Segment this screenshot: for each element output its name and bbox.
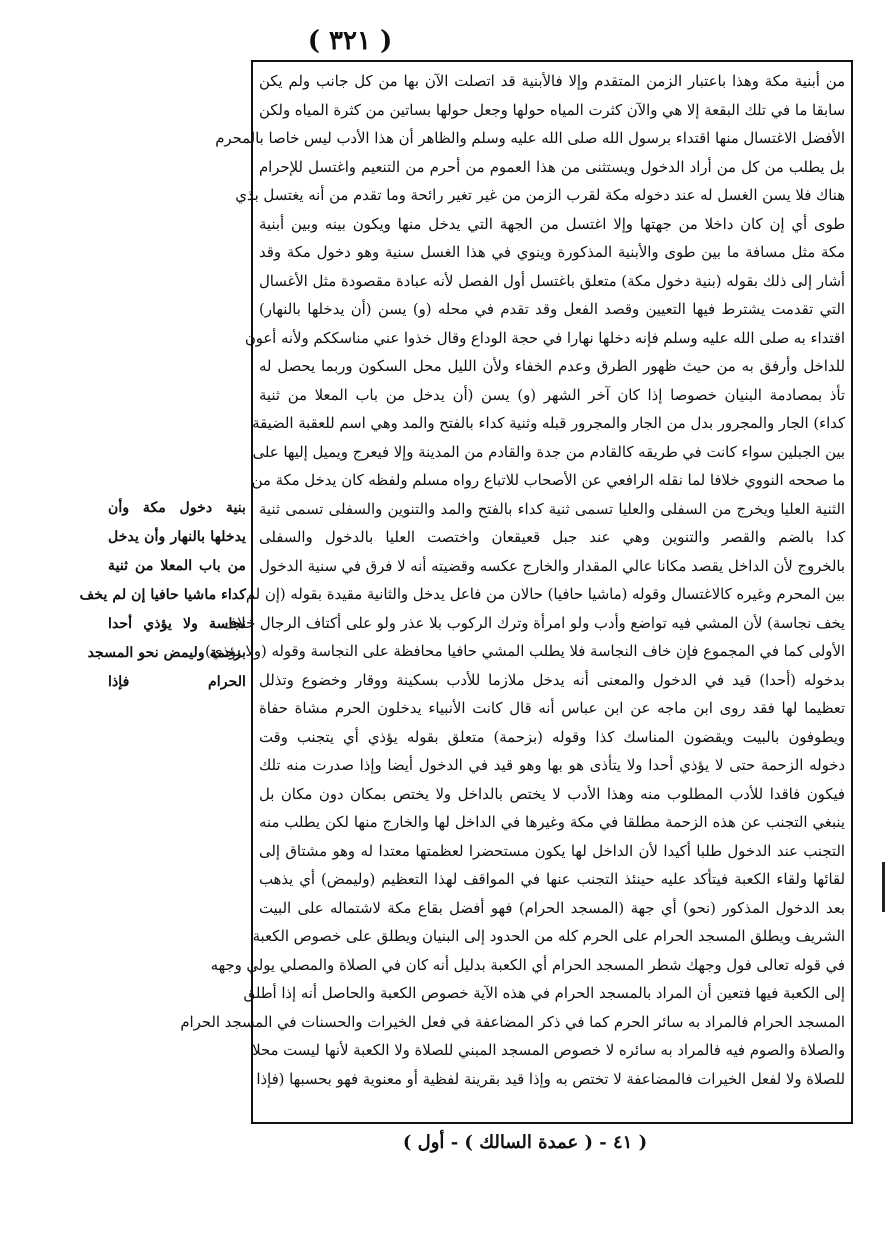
scan-edge-mark bbox=[882, 862, 885, 912]
commentary-line: من أبنية مكة وهذا باعتبار الزمن المتقدم وإلا فالأبنية قد اتصلت الآن بها من كل جانب ولم يكن bbox=[259, 73, 845, 90]
commentary-line: لقائها ولقاء الكعبة فيتأكد عليه حينئذ التجنب عنها في المواقف لهذا التعظيم (وليمض) أي يذهب bbox=[259, 871, 845, 888]
matn-margin-text bbox=[79, 494, 246, 697]
matn-line: كداء ماشيا حافيا إن لم يخف bbox=[79, 587, 246, 603]
commentary-line: كدا بالضم والقصر والتنوين وهي عند جبل قعيقعان واختصت العليا بالدخول والسفلى bbox=[259, 529, 845, 546]
commentary-line: طوى أي إن كان داخلا من جهتها وإلا اغتسل من الجهة التي يدخل منها ويكون بينه وبين أبنية bbox=[259, 215, 845, 233]
commentary-line: للصلاة ولا لفعل الخيرات فالمضاعفة لا تختص به وإذا قيد بقرينة لفظية أو معنوية فهو بحسبها (فإذا bbox=[256, 1070, 845, 1088]
matn-line: نجاسة ولا يؤذي أحدا bbox=[108, 616, 246, 632]
commentary-frame bbox=[180, 60, 853, 1124]
commentary-line: تعظيما لها فقد روى ابن ماجه عن ابن عباس أنه قال كانت الأنبياء يدخلون الحرم مشاة حفاة bbox=[259, 700, 845, 717]
commentary-line: ما صححه النووي خلافا لما نقله الرافعي عن الأصحاب للاتباع رواه مسلم ولفظه كان يدخل مكة من bbox=[251, 472, 845, 489]
commentary-line: الشريف ويطلق المسجد الحرام على الحرم كله من الحدود إلى البنيان ويطلق على خصوص الكعبة bbox=[252, 928, 845, 945]
commentary-line: الأفضل الاغتسال منها اقتداء برسول الله صلى الله عليه وسلم والظاهر أن هذا الأدب ليس خاصا بالمحرم bbox=[215, 130, 845, 147]
matn-line: يدخلها بالنهار وأن يدخل bbox=[108, 529, 246, 545]
commentary-line: بل يطلب من كل من أراد الدخول ويستثنى من هذا العموم من أحرم من التنعيم واغتسل للإحرام bbox=[259, 158, 845, 176]
commentary-line: هناك فلا يسن الغسل له عند دخوله مكة لقرب الزمن من غير تغير رائحة وما تقدم من أنه يغتسل بذي bbox=[235, 187, 845, 204]
commentary-line: سابقا ما في تلك البقعة إلا هي والآن كثرت المياه حولها وجعل حولها بساتين من كثرة المياه ولكن bbox=[259, 101, 845, 119]
commentary-line: مكة مثل مسافة ما بين طوى والأبنية المذكورة وينوي في هذا الغسل سنية وهو دخول مكة وقد bbox=[259, 244, 845, 261]
page-number: ( ٣٢١ ) bbox=[307, 26, 393, 56]
commentary-line: كداء) الجار والمجرور بدل من الجار والمجرور قبله وثنية كداء بالفتح والمد وهي اسم للعقبة الضيقة bbox=[252, 415, 845, 432]
matn-line: بنية دخول مكة وأن bbox=[108, 500, 246, 516]
matn-line: الحرام فإذا bbox=[108, 674, 246, 690]
matn-line: من باب المعلا من ثنية bbox=[108, 558, 246, 574]
commentary-line: إلى الكعبة فيها فتعين أن المراد بالمسجد الحرام في هذه الآية خصوص الكعبة والحاصل أنه إذا أطلق bbox=[243, 985, 845, 1002]
commentary-line: دخوله الزحمة حتى لا يؤذي أحدا ولا يتأذى هو بها وهو قيد في الدخول أيضا وإذا صدرت منه تلك bbox=[259, 757, 845, 774]
commentary-line: أشار إلى ذلك بقوله (بنية دخول مكة) متعلق باغتسل أول الفصل لأنه عبادة مقصودة مثل الأغسال bbox=[259, 272, 845, 290]
commentary-line: ويطوفون بالبيت ويقضون المناسك كذا وقوله (بزحمة) متعلق بقوله يؤذي أي يتجنب وقت bbox=[259, 728, 845, 746]
commentary-line: للداخل وأرفق به من حيث ظهور الطرق وعدم الخفاء ولأن الليل محل السكون وربما يحصل له bbox=[259, 358, 845, 375]
commentary-line: بدخوله (أحدا) قيد في الدخول والمعنى أنه يدخل ملازما للأدب بسكينة ووقار وخضوع وتذلل bbox=[259, 671, 845, 689]
commentary-line: التجنب عند الدخول طلبا أكيدا لأن الداخل لها يكون مستحضرا لعظمتها معتدا له وهو مشتاق إلى bbox=[259, 842, 845, 860]
commentary-line: الثنية العليا ويخرج من السفلى والعليا تسمى ثنية كداء بالفتح والمد والتنوين والسفلى تسمى ثنية bbox=[259, 500, 845, 518]
matn-line: بزحمة وليمض نحو المسجد bbox=[87, 645, 246, 661]
commentary-line: تأذ بمصادمة البنيان خصوصا إذا كان آخر الشهر (و) يسن (أن يدخل من باب المعلا من ثنية bbox=[259, 386, 845, 404]
commentary-line: يخف نجاسة) لأن المشي فيه تواضع وأدب ولو امرأة وترك الركوب بلا عذر ولو على أكتاف الرجال خلاف bbox=[221, 614, 845, 632]
commentary-line: بالخروج لأن الداخل يقصد مكانا عالي المقدار والخارج عكسه وقضيته أنه لا فرق في سنية الدخول bbox=[258, 557, 845, 575]
commentary-line: المسجد الحرام فالمراد به سائر الحرم كما في ذكر المضاعفة في فعل الخيرات والحسنات في المسجد الحرام bbox=[180, 1013, 845, 1031]
commentary-line: الأولى كما في المجموع فإن خاف النجاسة فلا يطلب المشي حافيا محافظة على النجاسة وقوله (ولا يؤذي) bbox=[204, 643, 845, 660]
commentary-line: التي تقدمت يشترط فيها التعيين وقصد الفعل وقد تقدم في محله (و) يسن (أن يدخلها بالنهار) bbox=[259, 301, 845, 318]
book-footer: ( ٤١ - ( عمدة السالك ) - أول ) bbox=[402, 1132, 648, 1153]
commentary-line: والصلاة والصوم فيه فالمراد به سائره لا خصوص المسجد المبني للصلاة ولا الكعبة لأنها ليست محلا bbox=[252, 1042, 845, 1059]
commentary-line: بعد الدخول المذكور (نحو) أي جهة (المسجد الحرام) فهو أفضل بقاع مكة لاشتماله على البيت bbox=[259, 899, 845, 917]
commentary-text bbox=[180, 68, 845, 1116]
commentary-line: اقتداء به صلى الله عليه وسلم فإنه دخلها نهارا في حجة الوداع وقال خذوا عني مناسككم ولأنه أعون bbox=[244, 329, 845, 347]
commentary-line: بين الجبلين سواء كانت في طريقه كالقادم من جدة والقادم من المدينة وإلا فيعرج ويميل إليها على bbox=[252, 443, 845, 461]
commentary-line: بين المحرم وغيره كالاغتسال وقوله (ماشيا حافيا) حالان من فاعل يدخل والثانية مقيدة بقوله (إن لم bbox=[245, 586, 845, 603]
commentary-line: ينبغي التجنب عن هذه الزحمة مطلقا في مكة وغيرها في الداخل لها والخارج منها لكن يطلب منه bbox=[259, 814, 845, 831]
commentary-line: فيكون فاقدا للأدب المطلوب منه وهذا الأدب لا يختص بالداخل ولا يختص بمكان دون مكان بل bbox=[259, 785, 845, 803]
commentary-line: في قوله تعالى فول وجهك شطر المسجد الحرام أي الكعبة بدليل أنه كان في الصلاة والمصلي يولي وجهه bbox=[210, 956, 845, 974]
